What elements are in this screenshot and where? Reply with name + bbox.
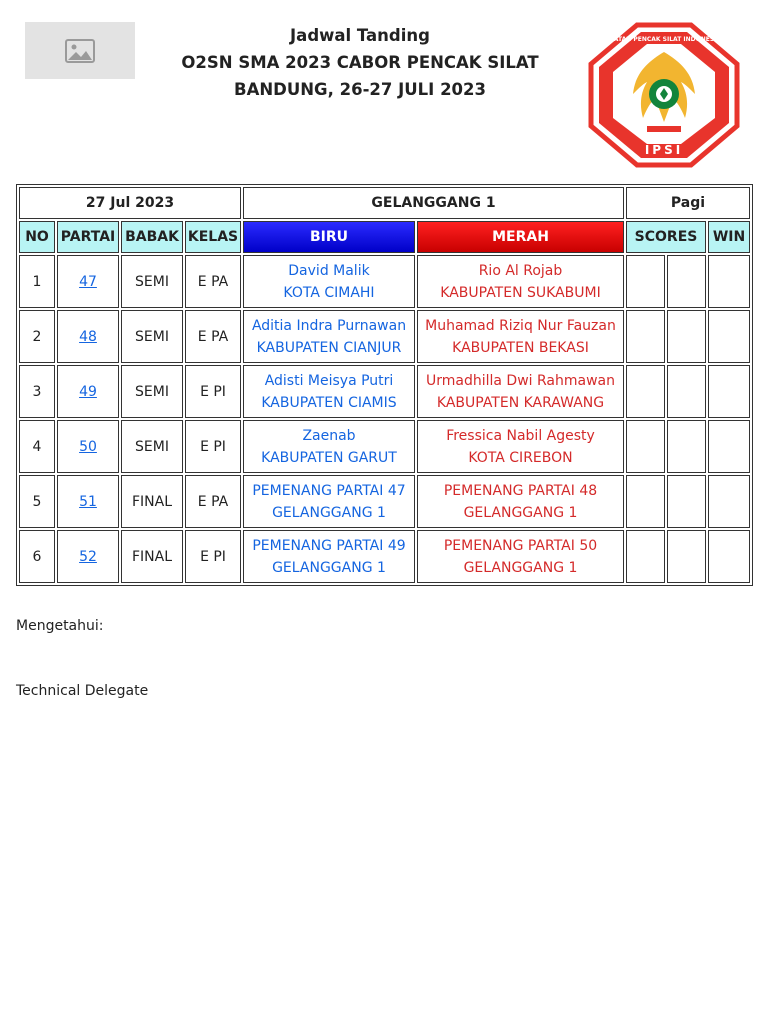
row-no: 5 xyxy=(19,475,55,528)
table-row xyxy=(19,310,750,363)
win-cell xyxy=(708,530,750,583)
image-placeholder-icon xyxy=(65,39,95,63)
col-scores: SCORES xyxy=(626,221,706,253)
row-biru xyxy=(243,310,415,363)
row-babak: FINAL xyxy=(121,530,183,583)
score-merah-cell xyxy=(667,310,706,363)
row-merah xyxy=(417,475,624,528)
row-merah xyxy=(417,365,624,418)
schedule-arena: GELANGGANG 1 xyxy=(243,187,624,219)
biru-athlete: David Malik xyxy=(288,262,370,279)
score-biru-cell xyxy=(626,365,665,418)
biru-team: GELANGGANG 1 xyxy=(272,559,386,576)
biru-athlete: PEMENANG PARTAI 49 xyxy=(252,537,406,554)
schedule-session: Pagi xyxy=(626,187,750,219)
schedule-date: 27 Jul 2023 xyxy=(19,187,241,219)
row-merah xyxy=(417,310,624,363)
col-babak: BABAK xyxy=(121,221,183,253)
table-row xyxy=(19,420,750,473)
score-biru-cell xyxy=(626,420,665,473)
score-merah-cell xyxy=(667,255,706,308)
merah-team: KABUPATEN KARAWANG xyxy=(436,394,605,411)
merah-athlete: Fressica Nabil Agesty xyxy=(446,427,595,444)
biru-athlete: Adisti Meisya Putri xyxy=(264,372,394,389)
biru-team: KABUPATEN GARUT xyxy=(261,449,397,466)
merah-team: GELANGGANG 1 xyxy=(463,559,578,576)
win-cell xyxy=(708,420,750,473)
merah-athlete: PEMENANG PARTAI 50 xyxy=(443,537,598,554)
win-cell xyxy=(708,475,750,528)
row-merah xyxy=(417,255,624,308)
ipsi-logo xyxy=(587,22,741,168)
biru-athlete: PEMENANG PARTAI 47 xyxy=(252,482,406,499)
document-title xyxy=(150,22,570,103)
row-biru xyxy=(243,530,415,583)
biru-athlete: Aditia Indra Purnawan xyxy=(251,317,407,334)
row-kelas: E PA xyxy=(185,310,241,363)
biru-team: KABUPATEN CIAMIS xyxy=(261,394,397,411)
table-row xyxy=(19,530,750,583)
col-partai: PARTAI xyxy=(57,221,119,253)
col-no: NO xyxy=(19,221,55,253)
partai-link[interactable]: 52 xyxy=(79,548,97,565)
row-babak: SEMI xyxy=(121,420,183,473)
score-biru-cell xyxy=(626,310,665,363)
merah-athlete: Muhamad Riziq Nur Fauzan xyxy=(425,317,616,334)
row-partai xyxy=(57,420,119,473)
score-merah-cell xyxy=(667,530,706,583)
partai-link[interactable]: 51 xyxy=(79,493,97,510)
table-row xyxy=(19,255,750,308)
row-merah xyxy=(417,420,624,473)
row-partai xyxy=(57,365,119,418)
score-biru-cell xyxy=(626,530,665,583)
row-kelas: E PI xyxy=(185,420,241,473)
row-babak: SEMI xyxy=(121,255,183,308)
col-kelas: KELAS xyxy=(185,221,241,253)
row-no: 1 xyxy=(19,255,55,308)
merah-team: KOTA CIREBON xyxy=(468,449,573,466)
row-kelas: E PI xyxy=(185,530,241,583)
logo-bottom-text: IPSI xyxy=(644,143,684,157)
title-line-2: O2SN SMA 2023 CABOR PENCAK SILAT xyxy=(181,53,539,72)
partai-link[interactable]: 50 xyxy=(79,438,97,455)
col-biru: BIRU xyxy=(243,221,415,253)
row-kelas: E PA xyxy=(185,255,241,308)
row-partai xyxy=(57,255,119,308)
merah-athlete: Rio Al Rojab xyxy=(478,262,563,279)
biru-team: KOTA CIMAHI xyxy=(283,284,375,301)
col-merah: MERAH xyxy=(417,221,624,253)
title-line-3: BANDUNG, 26-27 JULI 2023 xyxy=(234,80,486,99)
row-kelas: E PI xyxy=(185,365,241,418)
row-biru xyxy=(243,255,415,308)
table-row xyxy=(19,365,750,418)
score-merah-cell xyxy=(667,420,706,473)
partai-link[interactable]: 47 xyxy=(79,273,97,290)
partai-link[interactable]: 48 xyxy=(79,328,97,345)
match-schedule-table xyxy=(16,184,753,586)
score-merah-cell xyxy=(667,365,706,418)
biru-team: GELANGGANG 1 xyxy=(272,504,386,521)
row-biru xyxy=(243,420,415,473)
score-biru-cell xyxy=(626,255,665,308)
merah-team: KABUPATEN SUKABUMI xyxy=(440,284,601,301)
win-cell xyxy=(708,365,750,418)
row-biru xyxy=(243,365,415,418)
title-line-1: Jadwal Tanding xyxy=(290,26,430,45)
row-kelas: E PA xyxy=(185,475,241,528)
row-babak: SEMI xyxy=(121,310,183,363)
row-merah xyxy=(417,530,624,583)
signatory-label: Technical Delegate xyxy=(16,683,149,699)
row-babak: FINAL xyxy=(121,475,183,528)
col-win: WIN xyxy=(708,221,750,253)
merah-athlete: PEMENANG PARTAI 48 xyxy=(443,482,598,499)
row-no: 3 xyxy=(19,365,55,418)
logo-ring-text: IKATAN PENCAK SILAT INDONESIA xyxy=(606,36,722,43)
win-cell xyxy=(708,310,750,363)
win-cell xyxy=(708,255,750,308)
row-no: 6 xyxy=(19,530,55,583)
biru-athlete: Zaenab xyxy=(302,427,356,444)
partai-link[interactable]: 49 xyxy=(79,383,97,400)
merah-athlete: Urmadhilla Dwi Rahmawan xyxy=(426,372,615,389)
acknowledged-label: Mengetahui: xyxy=(16,618,104,634)
table-row xyxy=(19,475,750,528)
row-babak: SEMI xyxy=(121,365,183,418)
image-placeholder xyxy=(25,22,135,79)
row-partai xyxy=(57,530,119,583)
biru-team: KABUPATEN CIANJUR xyxy=(256,339,402,356)
row-biru xyxy=(243,475,415,528)
score-merah-cell xyxy=(667,475,706,528)
row-partai xyxy=(57,475,119,528)
merah-team: GELANGGANG 1 xyxy=(463,504,578,521)
row-no: 4 xyxy=(19,420,55,473)
row-no: 2 xyxy=(19,310,55,363)
score-biru-cell xyxy=(626,475,665,528)
merah-team: KABUPATEN BEKASI xyxy=(452,339,589,356)
row-partai xyxy=(57,310,119,363)
